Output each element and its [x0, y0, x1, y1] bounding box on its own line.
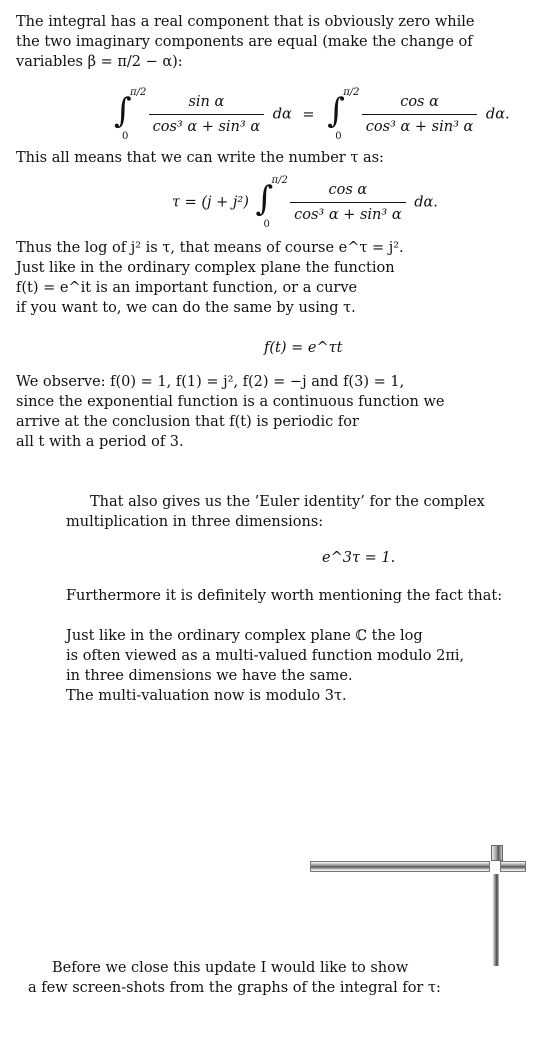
p3-line-2: Just like in the ordinary complex plane the function [16, 260, 395, 276]
equation-integral-equality [112, 86, 510, 142]
intro-line-3: variables β = π/2 − α): [16, 54, 183, 70]
p5-line-2: multiplication in three dimensions: [66, 514, 324, 530]
paragraph-furthermore: Furthermore it is definitely worth mentioning the fact that: [66, 588, 503, 604]
p8-line-2: a few screen-shots from the graphs of the integral for τ: [28, 980, 441, 996]
pipe-horizontal-right [500, 861, 526, 872]
p3-line-4: if you want to, we can do the same by using τ. [16, 300, 356, 316]
differential-end: dα. [414, 194, 438, 211]
p3-line-1: Thus the log of j² is τ, that means of course e^τ = j². [16, 240, 404, 256]
p5-line-1: That also gives us the ’Euler identity’ for the complex [90, 494, 485, 510]
integral-sign: ∫ π/2 0 [114, 86, 147, 142]
fraction-sin: $\frac{\text{sin α}}{\text{cos³ α + sin³ α}}$ [149, 92, 265, 137]
paragraph-multivalued [66, 626, 464, 706]
fraction-cos: $\frac{\text{cos α}}{\text{cos³ α + sin³ α}}$ [362, 92, 478, 137]
pipe-vertical [493, 874, 499, 966]
paragraph-observe [16, 372, 444, 452]
pipe-horizontal-left [310, 861, 490, 872]
equation-tau [172, 174, 438, 230]
p3-line-3: f(t) = e^it is an important function, or a curve [16, 280, 358, 296]
p7-line-3: in three dimensions we have the same. [66, 668, 353, 684]
paragraph-euler [66, 492, 485, 532]
paragraph-closing [28, 958, 441, 998]
paragraph-tau-intro: This all means that we can write the number τ as: [16, 150, 384, 166]
p4-line-4: all t with a period of 3. [16, 434, 184, 450]
intro-line-1: The integral has a real component that is obviously zero while [16, 14, 475, 30]
equals-sign: = [302, 106, 315, 123]
p7-line-2: is often viewed as a multi-valued function modulo 2πi, [66, 648, 465, 664]
fraction-cos: $\frac{\text{cos α}}{\text{cos³ α + sin³ α}}$ [290, 180, 406, 225]
pipe-joint-top [491, 845, 503, 861]
p7-line-1: Just like in the ordinary complex plane ℂ the log [66, 628, 423, 644]
intro-line-2: the two imaginary components are equal (make the change of [16, 34, 473, 50]
p4-line-2: since the exponential function is a continuous function we [16, 394, 445, 410]
integral-sign: ∫ π/2 0 [255, 174, 288, 230]
p4-line-3: arrive at the conclusion that f(t) is periodic for [16, 414, 359, 430]
equation-euler-identity: e^3τ = 1. [322, 550, 396, 566]
differential-end: dα. [485, 106, 510, 123]
p7-line-4: The multi-valuation now is modulo 3τ. [66, 688, 347, 704]
paragraph-log [16, 238, 404, 318]
intro-paragraph [16, 12, 475, 72]
tau-lhs: τ = (j + j²) [172, 194, 249, 211]
integral-sign: ∫ π/2 0 [327, 86, 360, 142]
differential: dα [272, 106, 292, 123]
p8-line-1: Before we close this update I would like to show [52, 960, 409, 976]
p4-line-1: We observe: f(0) = 1, f(1) = j², f(2) = −j and f(3) = 1, [16, 374, 405, 390]
equation-f-of-t: f(t) = e^τt [264, 340, 343, 356]
